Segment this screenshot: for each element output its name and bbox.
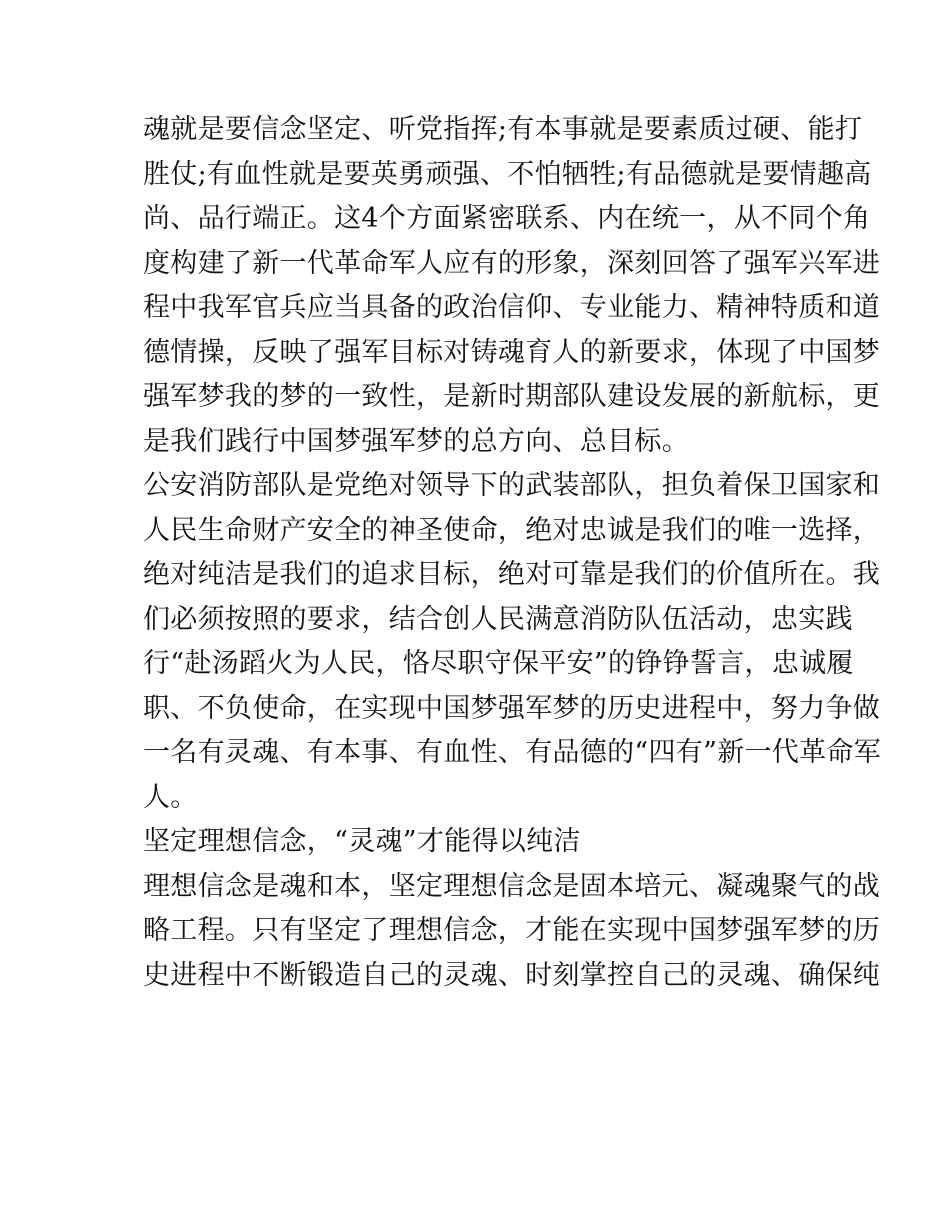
section-heading: 坚定理想信念，“灵魂”才能得以纯洁 xyxy=(143,826,581,857)
text-line: 人民生命财产安全的神圣使命，绝对忠诚是我们的唯一选择， xyxy=(143,514,881,546)
text-line: 略工程。只有坚定了理想信念，才能在实现中国梦强军梦的历 xyxy=(143,915,881,946)
text-line: 尚、品行端正。这4个方面紧密联系、内在统一，从不同个角 xyxy=(143,203,871,234)
text-line: 一名有灵魂、有本事、有血性、有品德的“四有”新一代革命军 xyxy=(143,737,882,768)
document-body xyxy=(143,108,882,998)
text-line: 史进程中不断锻造自己的灵魂、时刻掌控自己的灵魂、确保纯 xyxy=(143,959,881,991)
text-line: 是我们践行中国梦强军梦的总方向、总目标。 xyxy=(143,425,689,457)
text-line: 德情操，反映了强军目标对铸魂育人的新要求，体现了中国梦 xyxy=(143,336,881,368)
text-line: 程中我军官兵应当具备的政治信仰、专业能力、精神特质和道 xyxy=(143,292,881,323)
text-line: 胜仗;有血性就是要英勇顽强、不怕牺牲;有品德就是要情趣高 xyxy=(143,158,872,190)
text-line: 职、不负使命，在实现中国梦强军梦的历史进程中，努力争做 xyxy=(143,692,881,724)
text-line: 理想信念是魂和本，坚定理想信念是固本培元、凝魂聚气的战 xyxy=(143,870,881,902)
text-line: 行“赴汤蹈火为人民，恪尽职守保平安”的铮铮誓言，忠诚履 xyxy=(143,648,854,679)
text-line: 强军梦我的梦的一致性，是新时期部队建设发展的新航标，更 xyxy=(143,381,881,412)
text-line: 人。 xyxy=(143,781,198,813)
text-line: 魂就是要信念坚定、听党指挥;有本事就是要素质过硬、能打 xyxy=(143,114,863,145)
text-line: 度构建了新一代革命军人应有的形象，深刻回答了强军兴军进 xyxy=(143,247,881,279)
text-line: 公安消防部队是党绝对领导下的武装部队，担负着保卫国家和 xyxy=(143,470,881,501)
text-line: 们必须按照的要求，结合创人民满意消防队伍活动，忠实践 xyxy=(143,603,853,635)
text-line: 绝对纯洁是我们的追求目标，绝对可靠是我们的价值所在。我 xyxy=(143,559,881,590)
